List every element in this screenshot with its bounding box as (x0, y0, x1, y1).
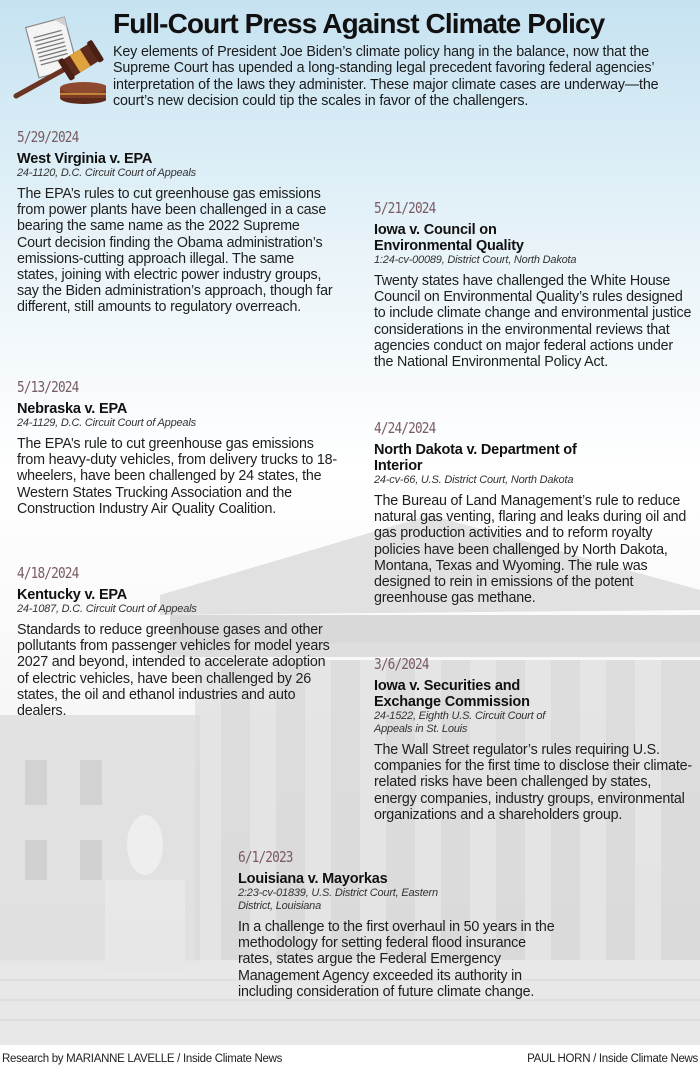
case-title: Kentucky v. EPA (17, 587, 128, 603)
case-docket: 24-1120, D.C. Circuit Court of Appeals (17, 167, 196, 179)
graphic-credit: PAUL HORN / Inside Climate News (527, 1053, 698, 1065)
case-description: The EPA’s rules to cut greenhouse gas emissions from power plants have been challenged in a case bearing the same name as the 2022 Supreme Court decision finding the Obama administration’s emissions-cutting approach illegal. The same states, joining with electric power industry groups, say the Biden administration’s approach, though far different, still amounts to regulatory overreach. (17, 186, 333, 316)
case-title: West Virginia v. EPA (17, 151, 153, 167)
case-docket: 1:24-cv-00089, District Court, North Dakota (374, 254, 577, 266)
case-description: The Bureau of Land Management’s rule to reduce natural gas venting, flaring and leaks during oil and gas production activities and to reform royalty policies have been challenged by North Dakota, Montana, Texas and Wyoming. The rule was designed to rein in emissions of the potent greenhouse gas methane. (374, 493, 687, 607)
case-title: Iowa v. Council on Environmental Quality (374, 222, 524, 254)
footer (0, 1045, 700, 1072)
case-iowa-v-ceq (374, 199, 694, 370)
case-date: 4/18/2024 (17, 564, 79, 582)
case-title: North Dakota v. Department of Interior (374, 442, 577, 474)
case-iowa-v-sec (374, 655, 694, 823)
case-date: 6/1/2023 (238, 848, 293, 866)
case-date: 3/6/2024 (374, 655, 429, 673)
case-kentucky-v-epa (17, 564, 337, 719)
case-title: Nebraska v. EPA (17, 401, 128, 417)
page-title: Full-Court Press Against Climate Policy (113, 8, 605, 39)
case-description: In a challenge to the first overhaul in 50 years in the methodology for setting federal flood insurance rates, states argue the Federal Emergency Management Agency exceeded its authority in including consideration of future climate change. (238, 919, 555, 1000)
gavel-and-document-icon (10, 14, 106, 106)
case-docket: 24-1129, D.C. Circuit Court of Appeals (17, 417, 196, 429)
case-nebraska-v-epa (17, 378, 337, 517)
case-docket: 2:23-cv-01839, U.S. District Court, Eastern District, Louisiana (238, 887, 438, 912)
case-docket: 24-1522, Eighth U.S. Circuit Court of Appeals in St. Louis (374, 710, 546, 735)
case-title: Iowa v. Securities and Exchange Commission (374, 678, 530, 710)
case-title: Louisiana v. Mayorkas (238, 871, 388, 887)
case-west-virginia-v-epa (17, 128, 337, 316)
header (0, 0, 700, 118)
case-docket: 24-1087, D.C. Circuit Court of Appeals (17, 603, 197, 615)
case-louisiana-v-mayorkas (238, 848, 558, 1000)
case-description: Twenty states have challenged the White House Council on Environmental Quality’s rules designed to include climate change and environmental justice considerations in the environmental reviews that agencies conduct on major federal actions under the National Environmental Policy Act. (374, 273, 692, 371)
case-description: Standards to reduce greenhouse gases and other pollutants from passenger vehicles for model years 2027 and beyond, intended to accelerate adoption of electric vehicles, have been challenged by 26 states, the oil and ethanol industries and auto dealers. (17, 622, 330, 720)
case-description: The Wall Street regulator’s rules requiring U.S. companies for the first time to disclose their climate-related risks have been challenged by states, energy companies, industry groups, environmental organizations and a shareholders group. (374, 742, 692, 823)
research-credit: Research by MARIANNE LAVELLE / Inside Climate News (2, 1053, 283, 1065)
case-date: 5/21/2024 (374, 199, 436, 217)
intro-text: Key elements of President Joe Biden’s climate policy hang in the balance, now that the Supreme Court has upended a long-standing legal precedent favoring federal agencies’ interpretation of the laws they administer. These major climate cases are underway—the court’s new decision could tip the scales in favor of the challengers. (113, 44, 659, 110)
case-date: 4/24/2024 (374, 419, 436, 437)
case-north-dakota-v-interior (374, 419, 694, 606)
case-date: 5/29/2024 (17, 128, 79, 146)
case-date: 5/13/2024 (17, 378, 79, 396)
case-docket: 24-cv-66, U.S. District Court, North Dakota (374, 474, 574, 486)
case-description: The EPA’s rule to cut greenhouse gas emissions from heavy-duty vehicles, from delivery trucks to 18-wheelers, have been challenged by 24 states, the Western States Trucking Association and the Construction Industry Air Quality Coalition. (17, 436, 337, 517)
